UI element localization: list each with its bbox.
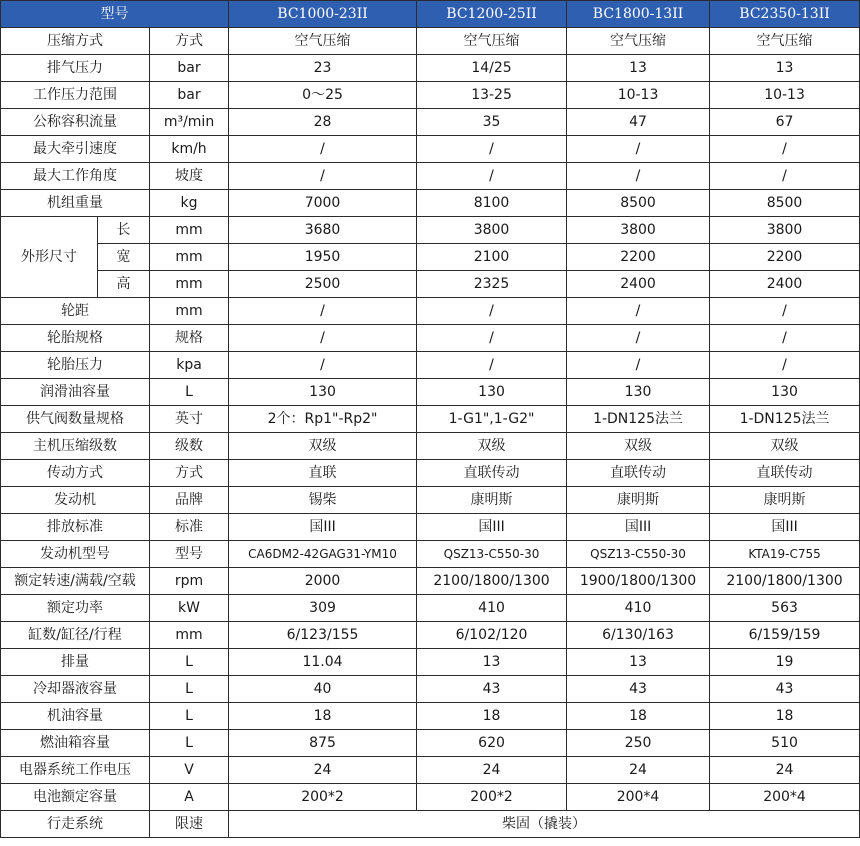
cell-value: 130 bbox=[567, 379, 710, 406]
row-label: 最大牵引速度 bbox=[1, 136, 150, 163]
cell-value: 空气压缩 bbox=[710, 28, 860, 55]
cell-value: 2100 bbox=[417, 244, 567, 271]
cell-value: 3800 bbox=[710, 217, 860, 244]
row-label: 额定转速/满载/空载 bbox=[1, 568, 150, 595]
row-label: 主机压缩级数 bbox=[1, 433, 150, 460]
table-row bbox=[1, 460, 860, 487]
cell-value: 24 bbox=[417, 757, 567, 784]
model-header: BC1000-23II bbox=[229, 1, 417, 28]
cell-value: 2000 bbox=[229, 568, 417, 595]
cell-value: / bbox=[229, 325, 417, 352]
row-unit: L bbox=[150, 703, 229, 730]
cell-value: 2500 bbox=[229, 271, 417, 298]
cell-value: 43 bbox=[710, 676, 860, 703]
row-label: 轮胎压力 bbox=[1, 352, 150, 379]
row-label: 长 bbox=[98, 217, 150, 244]
row-label: 电池额定容量 bbox=[1, 784, 150, 811]
cell-value: 3800 bbox=[567, 217, 710, 244]
cell-value: 18 bbox=[417, 703, 567, 730]
table-row bbox=[1, 676, 860, 703]
cell-value: 43 bbox=[417, 676, 567, 703]
cell-value: 空气压缩 bbox=[567, 28, 710, 55]
table-row bbox=[1, 379, 860, 406]
table-row bbox=[1, 55, 860, 82]
table-row bbox=[1, 568, 860, 595]
table-row bbox=[1, 136, 860, 163]
row-label: 工作压力范围 bbox=[1, 82, 150, 109]
cell-value: 2325 bbox=[417, 271, 567, 298]
row-label: 排气压力 bbox=[1, 55, 150, 82]
row-unit: kpa bbox=[150, 352, 229, 379]
cell-value: 康明斯 bbox=[567, 487, 710, 514]
cell-value: / bbox=[417, 298, 567, 325]
cell-value: 国III bbox=[229, 514, 417, 541]
cell-value: 双级 bbox=[710, 433, 860, 460]
cell-value: 13-25 bbox=[417, 82, 567, 109]
row-unit: 方式 bbox=[150, 28, 229, 55]
dims-group-label: 外形尺寸 bbox=[1, 217, 98, 298]
cell-value: 1-G1",1-G2" bbox=[417, 406, 567, 433]
row-unit: 方式 bbox=[150, 460, 229, 487]
row-label: 冷却器液容量 bbox=[1, 676, 150, 703]
header-row bbox=[1, 1, 860, 28]
cell-value: / bbox=[710, 163, 860, 190]
cell-value: 双级 bbox=[417, 433, 567, 460]
cell-value: 67 bbox=[710, 109, 860, 136]
model-header: BC2350-13II bbox=[710, 1, 860, 28]
cell-value: 410 bbox=[567, 595, 710, 622]
cell-value: 8100 bbox=[417, 190, 567, 217]
row-unit: mm bbox=[150, 244, 229, 271]
cell-value: 康明斯 bbox=[417, 487, 567, 514]
table-row bbox=[1, 28, 860, 55]
row-label: 压缩方式 bbox=[1, 28, 150, 55]
cell-value-merged: 柴固（撬装） bbox=[229, 811, 860, 838]
cell-value: 1900/1800/1300 bbox=[567, 568, 710, 595]
table-row bbox=[1, 109, 860, 136]
table-row bbox=[1, 541, 860, 568]
cell-value: 8500 bbox=[567, 190, 710, 217]
model-header: BC1200-25II bbox=[417, 1, 567, 28]
cell-value: / bbox=[710, 325, 860, 352]
cell-value: 130 bbox=[710, 379, 860, 406]
row-unit: rpm bbox=[150, 568, 229, 595]
table-row bbox=[1, 271, 860, 298]
cell-value: 3680 bbox=[229, 217, 417, 244]
row-label: 公称容积流量 bbox=[1, 109, 150, 136]
table-row bbox=[1, 757, 860, 784]
cell-value: 7000 bbox=[229, 190, 417, 217]
table-row bbox=[1, 622, 860, 649]
row-unit: L bbox=[150, 730, 229, 757]
cell-value: KTA19-C755 bbox=[710, 541, 860, 568]
cell-value: 18 bbox=[710, 703, 860, 730]
cell-value: 直联传动 bbox=[417, 460, 567, 487]
row-label: 最大工作角度 bbox=[1, 163, 150, 190]
cell-value: / bbox=[229, 163, 417, 190]
cell-value: 2100/1800/1300 bbox=[417, 568, 567, 595]
cell-value: CA6DM2-42GAG31-YM10 bbox=[229, 541, 417, 568]
cell-value: / bbox=[229, 352, 417, 379]
cell-value: QSZ13-C550-30 bbox=[567, 541, 710, 568]
row-label: 传动方式 bbox=[1, 460, 150, 487]
table-row bbox=[1, 163, 860, 190]
row-label: 发动机型号 bbox=[1, 541, 150, 568]
row-label: 机油容量 bbox=[1, 703, 150, 730]
cell-value: 2100/1800/1300 bbox=[710, 568, 860, 595]
row-label: 高 bbox=[98, 271, 150, 298]
row-unit: mm bbox=[150, 271, 229, 298]
model-header-label: 型号 bbox=[1, 1, 229, 28]
cell-value: 1-DN125法兰 bbox=[567, 406, 710, 433]
row-label: 电器系统工作电压 bbox=[1, 757, 150, 784]
row-unit: bar bbox=[150, 55, 229, 82]
cell-value: / bbox=[567, 352, 710, 379]
cell-value: 空气压缩 bbox=[417, 28, 567, 55]
row-unit: mm bbox=[150, 217, 229, 244]
cell-value: / bbox=[567, 136, 710, 163]
cell-value: 18 bbox=[567, 703, 710, 730]
cell-value: 2400 bbox=[567, 271, 710, 298]
table-row bbox=[1, 514, 860, 541]
cell-value: 200*4 bbox=[710, 784, 860, 811]
cell-value: 43 bbox=[567, 676, 710, 703]
row-label: 排放标准 bbox=[1, 514, 150, 541]
row-unit: km/h bbox=[150, 136, 229, 163]
cell-value: 锡柴 bbox=[229, 487, 417, 514]
row-unit: 英寸 bbox=[150, 406, 229, 433]
table-row bbox=[1, 217, 860, 244]
row-unit: kg bbox=[150, 190, 229, 217]
row-label: 机组重量 bbox=[1, 190, 150, 217]
table-row bbox=[1, 190, 860, 217]
table-row bbox=[1, 406, 860, 433]
cell-value: 510 bbox=[710, 730, 860, 757]
cell-value: 13 bbox=[567, 649, 710, 676]
cell-value: 309 bbox=[229, 595, 417, 622]
cell-value: 3800 bbox=[417, 217, 567, 244]
row-label: 供气阀数量规格 bbox=[1, 406, 150, 433]
row-unit: 规格 bbox=[150, 325, 229, 352]
cell-value: 2200 bbox=[710, 244, 860, 271]
table-row bbox=[1, 784, 860, 811]
row-unit: L bbox=[150, 676, 229, 703]
row-unit: V bbox=[150, 757, 229, 784]
cell-value: 直联传动 bbox=[710, 460, 860, 487]
cell-value: 国III bbox=[567, 514, 710, 541]
row-label: 额定功率 bbox=[1, 595, 150, 622]
cell-value: 24 bbox=[567, 757, 710, 784]
cell-value: / bbox=[567, 163, 710, 190]
cell-value: 200*4 bbox=[567, 784, 710, 811]
row-unit: 限速 bbox=[150, 811, 229, 838]
row-label: 轮距 bbox=[1, 298, 150, 325]
cell-value: / bbox=[567, 298, 710, 325]
cell-value: / bbox=[417, 136, 567, 163]
row-unit: 型号 bbox=[150, 541, 229, 568]
cell-value: 13 bbox=[567, 55, 710, 82]
cell-value: 13 bbox=[710, 55, 860, 82]
cell-value: 康明斯 bbox=[710, 487, 860, 514]
row-unit: A bbox=[150, 784, 229, 811]
row-label: 润滑油容量 bbox=[1, 379, 150, 406]
cell-value: / bbox=[417, 325, 567, 352]
row-label: 轮胎规格 bbox=[1, 325, 150, 352]
cell-value: / bbox=[710, 352, 860, 379]
cell-value: 国III bbox=[417, 514, 567, 541]
cell-value: 200*2 bbox=[229, 784, 417, 811]
row-unit: mm bbox=[150, 298, 229, 325]
cell-value: 200*2 bbox=[417, 784, 567, 811]
model-header: BC1800-13II bbox=[567, 1, 710, 28]
cell-value: 14/25 bbox=[417, 55, 567, 82]
row-label: 排量 bbox=[1, 649, 150, 676]
row-unit: 坡度 bbox=[150, 163, 229, 190]
row-unit: L bbox=[150, 379, 229, 406]
cell-value: 563 bbox=[710, 595, 860, 622]
cell-value: 6/130/163 bbox=[567, 622, 710, 649]
cell-value: 130 bbox=[417, 379, 567, 406]
table-row bbox=[1, 433, 860, 460]
cell-value: / bbox=[710, 298, 860, 325]
cell-value: 6/159/159 bbox=[710, 622, 860, 649]
cell-value: 双级 bbox=[567, 433, 710, 460]
cell-value: 24 bbox=[710, 757, 860, 784]
cell-value: 11.04 bbox=[229, 649, 417, 676]
cell-value: 10-13 bbox=[567, 82, 710, 109]
cell-value: 40 bbox=[229, 676, 417, 703]
table-row bbox=[1, 352, 860, 379]
cell-value: 0～25 bbox=[229, 82, 417, 109]
cell-value: 19 bbox=[710, 649, 860, 676]
cell-value: 2200 bbox=[567, 244, 710, 271]
cell-value: 10-13 bbox=[710, 82, 860, 109]
table-row bbox=[1, 703, 860, 730]
table-row bbox=[1, 595, 860, 622]
row-unit: mm bbox=[150, 622, 229, 649]
cell-value: / bbox=[567, 325, 710, 352]
cell-value: 28 bbox=[229, 109, 417, 136]
cell-value: 2个：Rp1"-Rp2" bbox=[229, 406, 417, 433]
cell-value: QSZ13-C550-30 bbox=[417, 541, 567, 568]
table-row bbox=[1, 244, 860, 271]
cell-value: 直联 bbox=[229, 460, 417, 487]
cell-value: / bbox=[229, 136, 417, 163]
cell-value: / bbox=[417, 163, 567, 190]
row-unit: bar bbox=[150, 82, 229, 109]
cell-value: 410 bbox=[417, 595, 567, 622]
cell-value: 250 bbox=[567, 730, 710, 757]
cell-value: 6/102/120 bbox=[417, 622, 567, 649]
cell-value: 1-DN125法兰 bbox=[710, 406, 860, 433]
cell-value: 1950 bbox=[229, 244, 417, 271]
row-unit: m³/min bbox=[150, 109, 229, 136]
cell-value: 23 bbox=[229, 55, 417, 82]
cell-value: 130 bbox=[229, 379, 417, 406]
row-unit: 标准 bbox=[150, 514, 229, 541]
table-row bbox=[1, 730, 860, 757]
cell-value: 8500 bbox=[710, 190, 860, 217]
cell-value: 620 bbox=[417, 730, 567, 757]
cell-value: 国III bbox=[710, 514, 860, 541]
row-unit: L bbox=[150, 649, 229, 676]
table-row bbox=[1, 811, 860, 838]
row-unit: kW bbox=[150, 595, 229, 622]
row-label: 宽 bbox=[98, 244, 150, 271]
table-row bbox=[1, 298, 860, 325]
cell-value: 875 bbox=[229, 730, 417, 757]
table-row bbox=[1, 82, 860, 109]
cell-value: 双级 bbox=[229, 433, 417, 460]
cell-value: 2400 bbox=[710, 271, 860, 298]
cell-value: / bbox=[710, 136, 860, 163]
cell-value: / bbox=[229, 298, 417, 325]
table-row bbox=[1, 325, 860, 352]
cell-value: 空气压缩 bbox=[229, 28, 417, 55]
cell-value: 13 bbox=[417, 649, 567, 676]
table-row bbox=[1, 649, 860, 676]
row-unit: 品牌 bbox=[150, 487, 229, 514]
row-label: 行走系统 bbox=[1, 811, 150, 838]
cell-value: 18 bbox=[229, 703, 417, 730]
cell-value: 直联传动 bbox=[567, 460, 710, 487]
row-label: 缸数/缸径/行程 bbox=[1, 622, 150, 649]
cell-value: 6/123/155 bbox=[229, 622, 417, 649]
row-label: 燃油箱容量 bbox=[1, 730, 150, 757]
cell-value: 35 bbox=[417, 109, 567, 136]
row-label: 发动机 bbox=[1, 487, 150, 514]
table-row bbox=[1, 487, 860, 514]
row-unit: 级数 bbox=[150, 433, 229, 460]
cell-value: 47 bbox=[567, 109, 710, 136]
cell-value: / bbox=[417, 352, 567, 379]
cell-value: 24 bbox=[229, 757, 417, 784]
